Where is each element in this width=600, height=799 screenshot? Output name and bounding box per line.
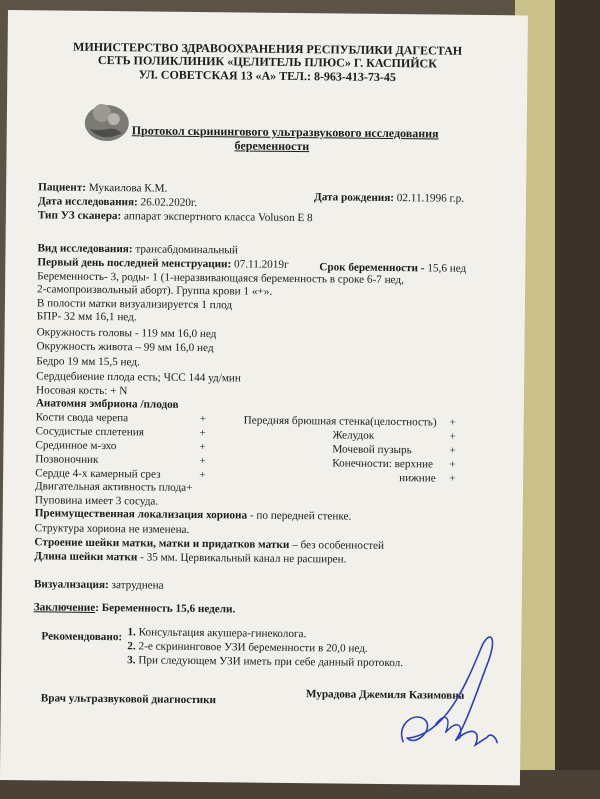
study-type-row	[37, 242, 237, 257]
bpr-line: БПР- 32 мм 16,1 нед.	[36, 310, 137, 324]
document-title-2: беременности	[234, 138, 310, 154]
anatomy-left-4: Позвоночник	[35, 453, 99, 466]
nasal-line: Носовая кость: + N	[35, 384, 128, 398]
chorion-row	[35, 507, 352, 523]
recommend-text-1: Консультация акушера-гинеколога.	[138, 626, 307, 641]
scanner-row	[38, 209, 313, 225]
header-line-1: МИНИСТЕРСТВО ЗДРАВООХРАНЕНИЯ РЕСПУБЛИКИ ДАГЕСТАН	[73, 39, 463, 58]
pregnancy-line-2: 2-самопроизвольный аборт). Группа крови 1 «+».	[37, 283, 273, 298]
plus-left-2: +	[199, 427, 206, 440]
visual-value: затруднена	[111, 579, 164, 592]
heart-line: Сердцебиение плода есть; ЧСС 144 уд/мин	[36, 370, 241, 385]
plus-left-3: +	[199, 441, 206, 454]
anatomy-right-4: Конечности: верхние	[332, 457, 434, 471]
anatomy-title: Анатомия эмбриона /плодов	[35, 397, 179, 411]
abdomen-line: Окружность живота – 99 мм 16,0 нед	[36, 340, 214, 355]
doctor-label: Врач ультразвуковой диагностики	[40, 692, 217, 707]
anatomy-left-5: Сердце 4-х камерный срез	[35, 467, 161, 481]
anatomy-left-1: Кости свода черепа	[35, 411, 129, 425]
chorion-label: Преимущественная локализация хориона	[34, 507, 248, 522]
lmp-row	[37, 256, 288, 272]
dob-value: 02.11.1996 г.р.	[396, 192, 465, 205]
plus-left-4: +	[199, 455, 206, 468]
document-page	[0, 10, 528, 785]
term-value: 15,6 нед	[427, 262, 467, 275]
document-title: Протокол скринингового ультразвукового исследования	[131, 123, 439, 141]
lmp-value: 07.11.2019г	[234, 258, 289, 271]
femur-line: Бедро 19 мм 15,5 нед.	[36, 355, 140, 369]
anatomy-right-3: Мочевой пузырь	[332, 443, 412, 457]
conclusion-label: Заключение	[33, 601, 96, 614]
recommend-text-3: При следующем УЗИ иметь при себе данный протокол.	[138, 654, 404, 670]
dob-label: Дата рождения:	[313, 191, 395, 205]
scanner-value: аппарат экспертного класса Voluson E 8	[124, 210, 313, 225]
plus-right-2: +	[449, 430, 456, 443]
study-type-value: трансабдоминальный	[135, 243, 238, 257]
visual-row	[34, 578, 164, 592]
lmp-label: Первый день последней менструации:	[37, 256, 232, 271]
plus-right-1: +	[449, 416, 456, 429]
dob-row	[314, 191, 464, 206]
header-line-2: СЕТЬ ПОЛИКЛИНИК «ЦЕЛИТЕЛЬ ПЛЮС» Г. КАСПИЙСК	[97, 52, 438, 71]
head-line: Окружность головы - 119 мм 16,0 нед	[36, 326, 217, 341]
header-line-3: УЛ. СОВЕТСКАЯ 13 «А» ТЕЛ.: 8-963-413-73-45	[138, 67, 397, 85]
patient-row	[38, 181, 167, 195]
cervix-length-label: Длина шейки матки	[34, 550, 138, 564]
recommend-item-3	[127, 654, 403, 670]
patient-label: Пациент:	[38, 181, 87, 194]
recommend-num-2: 2.	[127, 640, 136, 653]
recommend-text-2: 2-е скрининговое УЗИ беременности в 20,0 нед.	[138, 640, 368, 655]
doctor-name: Мурадова Джемиля Казимовна	[305, 688, 465, 702]
date-row	[38, 195, 197, 210]
pregnancy-line-1: Беременность- 3, роды- 1 (1-неразвивающаяся беременность в сроке 6-7 нед,	[37, 270, 404, 287]
date-label: Дата исследования:	[37, 195, 138, 209]
conclusion-row	[34, 601, 236, 616]
chorion-value: - по передней стенке.	[249, 509, 352, 523]
recommend-label: Рекомендовано:	[41, 630, 123, 644]
chorion-structure: Структура хориона не изменена.	[34, 522, 190, 536]
signature-icon	[385, 614, 507, 765]
anatomy-right-5: нижние	[399, 472, 436, 485]
motion-line: Двигательная активность плода+	[34, 480, 193, 494]
cord-line: Пуповина имеет 3 сосуда.	[34, 494, 159, 508]
scanner-label: Тип УЗ сканера:	[37, 209, 122, 223]
cervix-label: Строение шейки матки, матки и придатков матки	[34, 536, 290, 551]
recommend-item-2	[127, 640, 368, 656]
cervix-value: – без особенностей	[292, 539, 385, 552]
plus-left-1: +	[199, 413, 207, 426]
anatomy-right-1: Передняя брюшная стенка(целостность)	[243, 414, 437, 429]
clinic-logo-icon	[82, 99, 132, 144]
plus-right-4: +	[449, 458, 456, 471]
study-type-label: Вид исследования:	[37, 242, 133, 256]
cervix-length-value: - 35 мм. Цервикальный канал не расширен.	[140, 551, 347, 566]
anatomy-left-3: Срединное м-эхо	[35, 439, 117, 453]
date-value: 26.02.2020г.	[140, 196, 198, 209]
fetus-line: В полости матки визуализируется 1 плод	[36, 297, 233, 312]
plus-right-3: +	[449, 444, 456, 457]
patient-value: Мукаилова К.М.	[88, 181, 168, 195]
plus-right-5: +	[449, 472, 456, 485]
recommend-item-1	[127, 626, 306, 641]
conclusion-value: : Беременность 15,6 недели.	[95, 601, 236, 616]
anatomy-right-2: Желудок	[332, 429, 375, 442]
term-label: Срок беременности -	[319, 261, 425, 275]
visual-label: Визуализация:	[33, 578, 109, 592]
plus-left-5: +	[199, 469, 206, 482]
anatomy-left-2: Сосудистые сплетения	[35, 425, 144, 439]
cervix-length-row	[34, 550, 346, 566]
recommend-num-1: 1.	[127, 626, 136, 639]
recommend-num-3: 3.	[127, 654, 136, 667]
